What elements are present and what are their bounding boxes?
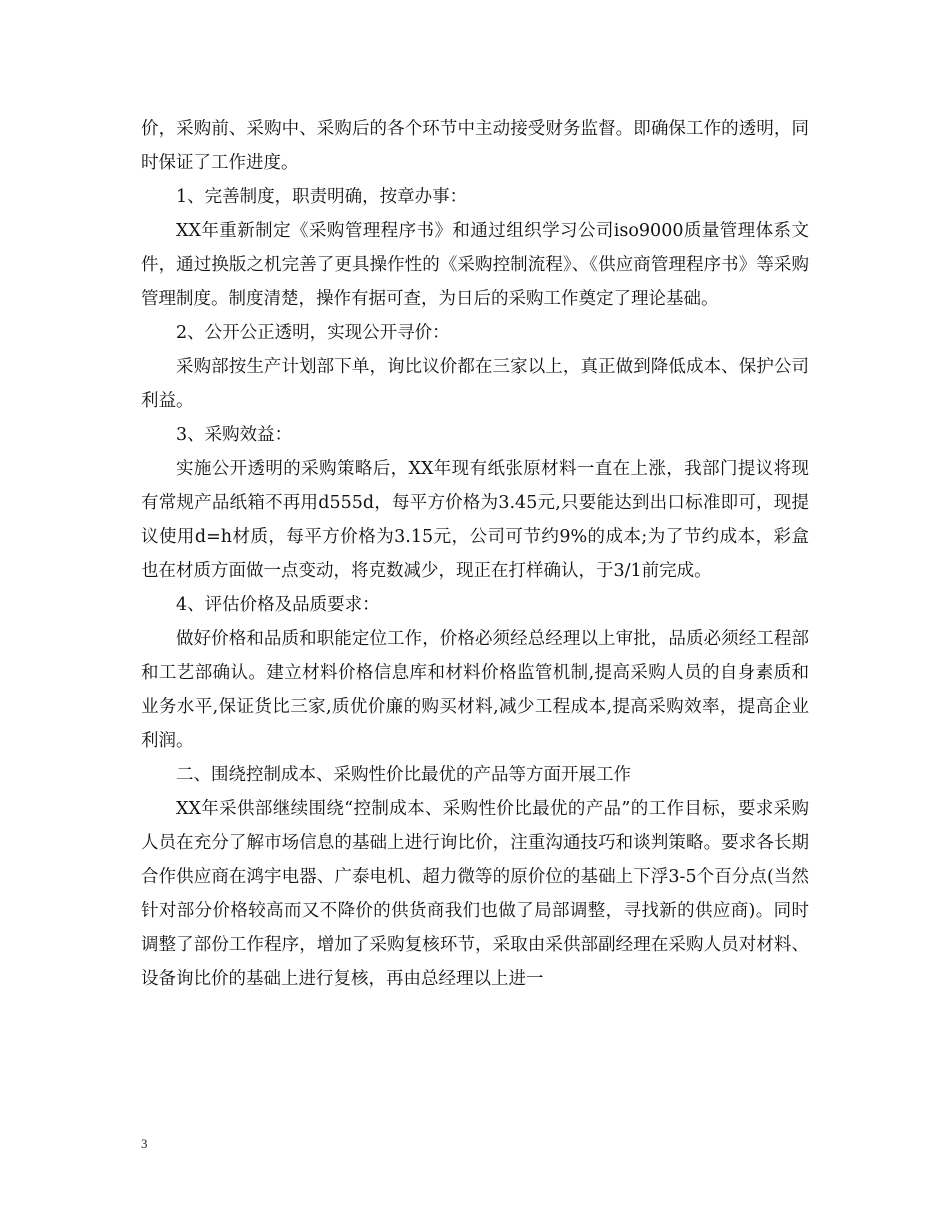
heading-3-procurement-benefit: 3、采购效益：	[176, 425, 293, 445]
heading-2-open-pricing: 2、公开公正透明，实现公开寻价：	[176, 323, 450, 343]
paragraph-1: 价，采购前、采购中、采购后的各个环节中主动接受财务监督。即确保工作的透明，同时保证了工作进度。	[141, 119, 809, 173]
paragraph-5: 做好价格和品质和职能定位工作，价格必须经总经理以上审批，品质必须经工程部和工艺部确认。建立材料价格信息库和材料价格监管机制,提高采购人员的自身素质和业务水平,保证货比三家,质优价廉的购买材料,减少工程成本,提高采购效率，提高企业利润。	[141, 629, 809, 751]
paragraph-6: XX年采供部继续围绕“控制成本、采购性价比最优的产品”的工作目标，要求采购人员在充分了解市场信息的基础上进行询比价，注重沟通技巧和谈判策略。要求各长期合作供应商在鸿宇电器、广泰电机、超力微等的原价位的基础上下浮3-5个百分点(当然针对部分价格较高而又不降价的供货商我们也做了局部调整，寻找新的供应商)。同时调整了部份工作程序，增加了采购复核环节，采取由采供部副经理在采购人员对材料、设备询比价的基础上进行复核，再由总经理以上进一	[141, 799, 809, 989]
heading-4-evaluate-price-quality: 4、评估价格及品质要求：	[176, 595, 380, 615]
heading-1-improve-system: 1、完善制度，职责明确，按章办事：	[176, 187, 468, 207]
paragraph-4: 实施公开透明的采购策略后，XX年现有纸张原材料一直在上涨，我部门提议将现有常规产品纸箱不再用d555d，每平方价格为3.45元,只要能达到出口标准即可，现提议使用d=h材质，每平方价格为3.15元，公司可节约9%的成本;为了节约成本，彩盒也在材质方面做一点变动，将克数减少，现正在打样确认，于3/1前完成。	[141, 459, 809, 581]
paragraph-3: 采购部按生产计划部下单，询比议价都在三家以上，真正做到降低成本、保护公司利益。	[141, 357, 809, 411]
page-number: 3	[141, 1136, 148, 1151]
paragraph-2: XX年重新制定《采购管理程序书》和通过组织学习公司iso9000质量管理体系文件，通过换版之机完善了更具操作性的《采购控制流程》、《供应商管理程序书》等采购管理制度。制度清楚，操作有据可查，为日后的采购工作奠定了理论基础。	[141, 221, 809, 309]
section-heading-cost-control: 二、围绕控制成本、采购性价比最优的产品等方面开展工作	[176, 765, 631, 785]
document-body	[141, 112, 809, 996]
